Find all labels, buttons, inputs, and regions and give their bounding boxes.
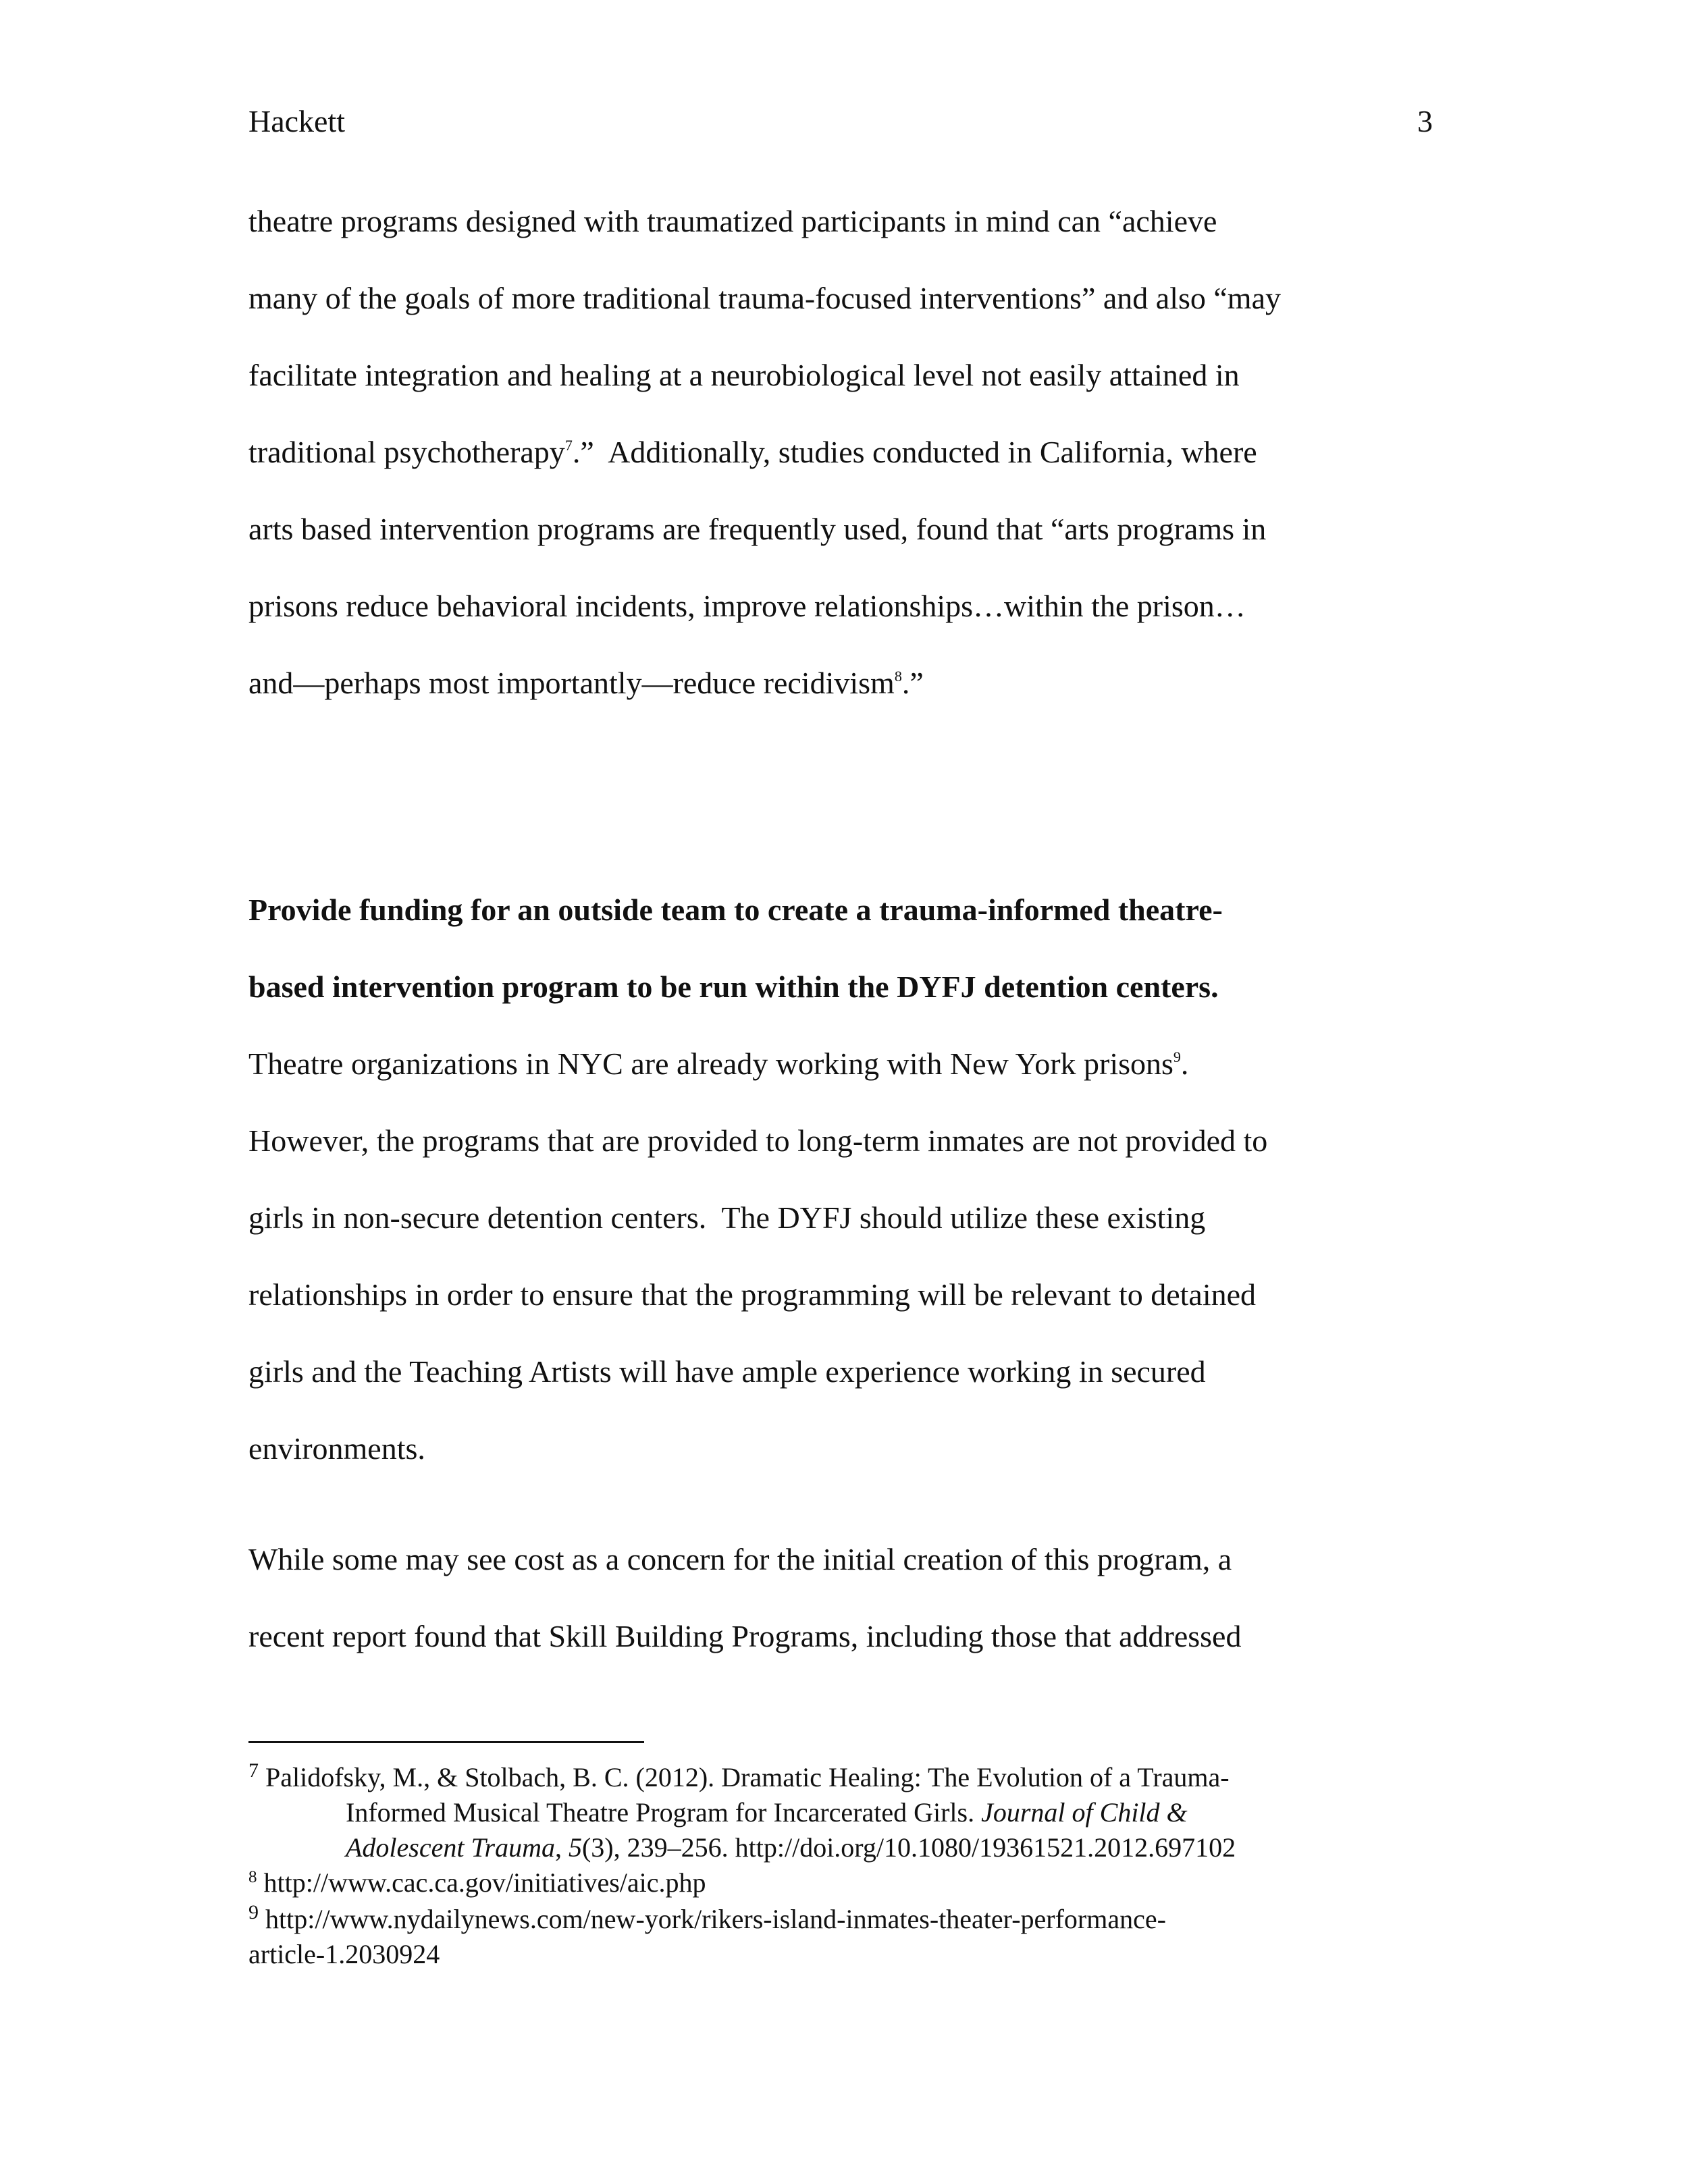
footnote-number: 7 [248, 1759, 259, 1782]
footnote-doi-text: (3), 239–256. http://doi.org/10.1080/19361521.2012.697102 [581, 1832, 1236, 1863]
footnote-link[interactable]: http://www.nydailynews.com/new-york/rikers-island-inmates-theater-performance- [259, 1904, 1166, 1934]
body-text: .” [901, 666, 924, 700]
footnote-7 [248, 1759, 1230, 1796]
footnote-reference-8[interactable]: 8 [894, 668, 902, 685]
footnote-reference-7[interactable]: 7 [564, 437, 573, 454]
body-text: and—perhaps most importantly—reduce recidivism [248, 666, 895, 700]
section-heading-line: Provide funding for an outside team to create a trauma-informed theatre- [248, 893, 1223, 927]
body-line [248, 1042, 1188, 1086]
body-line: However, the programs that are provided to long-term inmates are not provided to [248, 1123, 1268, 1158]
body-text: traditional psychotherapy [248, 435, 565, 469]
journal-title: Journal of Child & [981, 1797, 1188, 1828]
body-line: relationships in order to ensure that the programming will be relevant to detained [248, 1277, 1257, 1312]
footnote-number: 9 [248, 1901, 259, 1923]
body-line: recent report found that Skill Building Programs, including those that addressed [248, 1619, 1242, 1653]
footnote-7-continued [346, 1830, 1236, 1866]
body-line: arts based intervention programs are frequently used, found that “arts programs in [248, 512, 1267, 546]
page-number: 3 [1417, 104, 1433, 138]
footnote-text: , [554, 1832, 569, 1863]
body-text: .” Additionally, studies conducted in California, where [572, 435, 1257, 469]
body-line: prisons reduce behavioral incidents, improve relationships…within the prison… [248, 589, 1246, 623]
running-header-author: Hackett [248, 104, 346, 138]
journal-volume: 5 [568, 1832, 582, 1863]
footnote-7-continued [346, 1794, 1188, 1831]
body-text: . [1180, 1046, 1189, 1081]
body-text: Theatre organizations in NYC are already working with New York prisons [248, 1046, 1173, 1081]
body-line: environments. [248, 1431, 425, 1466]
body-line: girls and the Teaching Artists will have ample experience working in secured [248, 1354, 1206, 1389]
body-line [248, 662, 924, 705]
footnote-text: Palidofsky, M., & Stolbach, B. C. (2012). Dramatic Healing: The Evolution of a Trauma- [259, 1762, 1230, 1792]
footnote-number: 8 [248, 1868, 257, 1886]
body-line: girls in non-secure detention centers. The DYFJ should utilize these existing [248, 1200, 1206, 1235]
body-line: While some may see cost as a concern for the initial creation of this program, a [248, 1542, 1232, 1576]
footnote-8 [248, 1865, 706, 1901]
section-heading-line: based intervention program to be run within the DYFJ detention centers. [248, 969, 1219, 1004]
footnote-link[interactable]: http://www.cac.ca.gov/initiatives/aic.php [257, 1867, 706, 1898]
journal-title: Adolescent Trauma [346, 1832, 555, 1863]
footnote-9 [248, 1901, 1166, 1938]
footnote-reference-9[interactable]: 9 [1173, 1048, 1181, 1065]
footnote-text: Informed Musical Theatre Program for Incarcerated Girls. [346, 1797, 982, 1828]
body-line: facilitate integration and healing at a neurobiological level not easily attained in [248, 358, 1240, 392]
body-line: theatre programs designed with traumatized participants in mind can “achieve [248, 204, 1217, 238]
body-line: many of the goals of more traditional trauma-focused interventions” and also “may [248, 281, 1282, 315]
body-line [248, 431, 1257, 474]
footnote-separator [248, 1741, 644, 1743]
footnote-9-continued[interactable]: article-1.2030924 [248, 1939, 440, 1969]
